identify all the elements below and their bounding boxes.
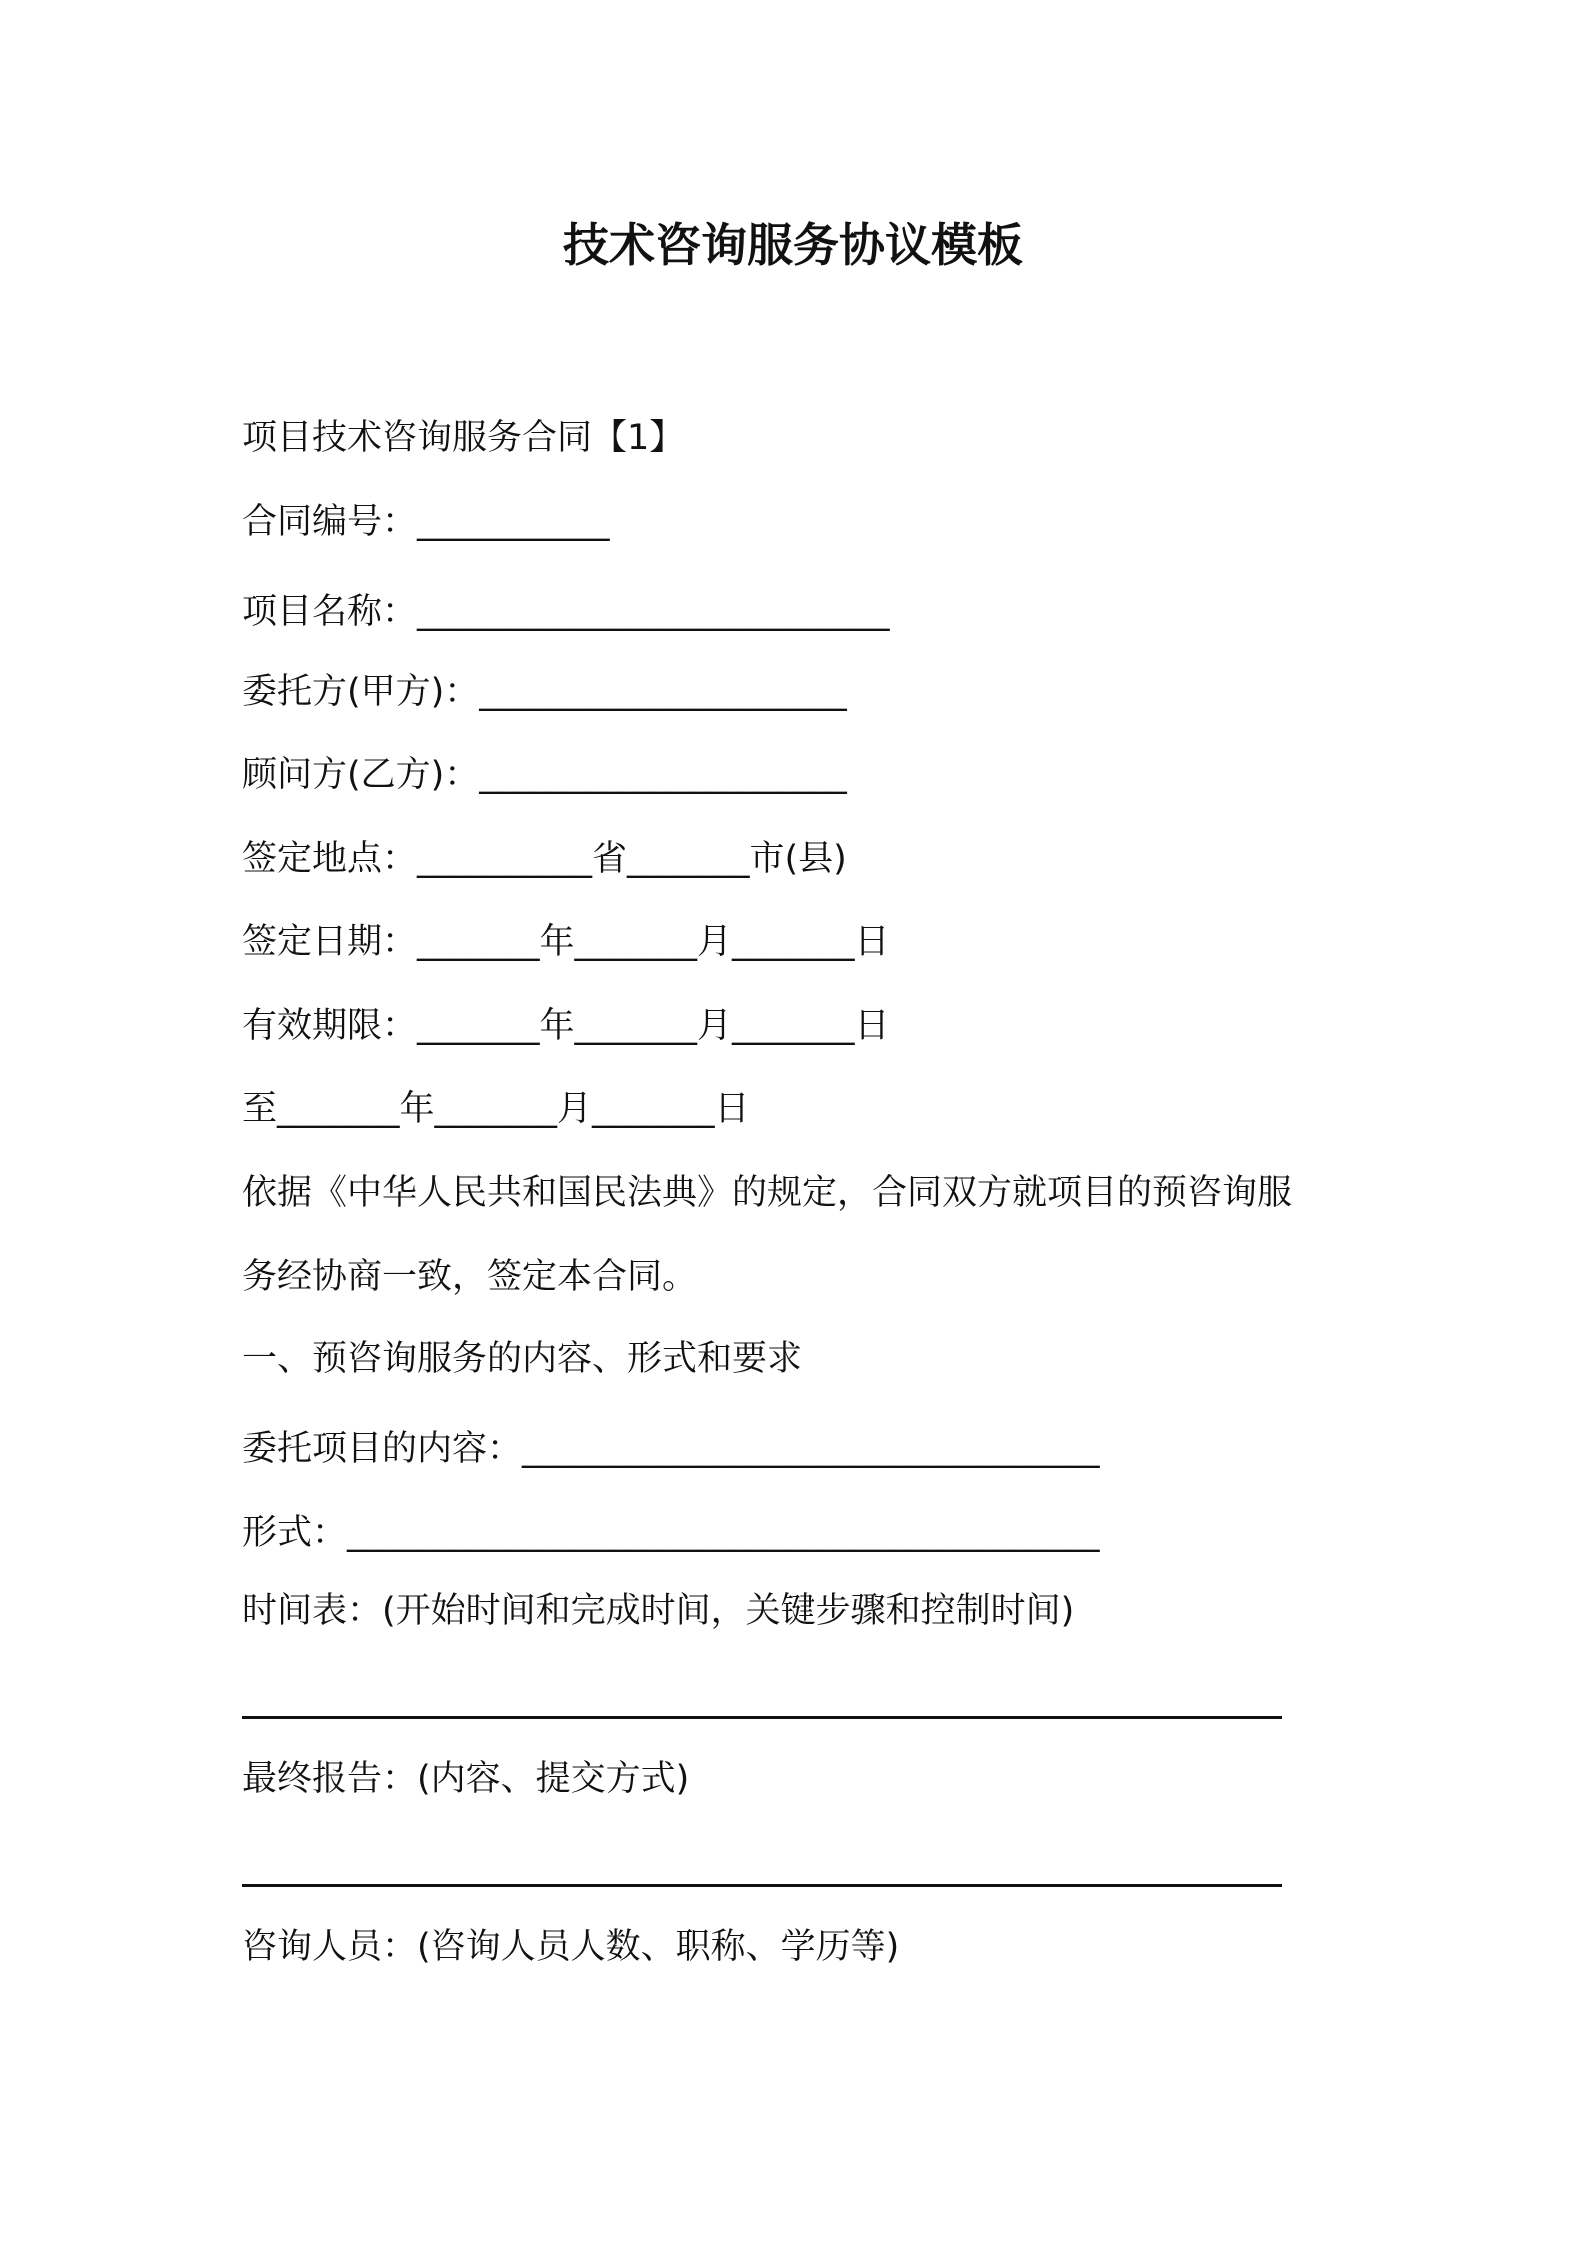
consultant-staff-field: 咨询人员：(咨询人员人数、职称、学历等): [242, 1927, 900, 1967]
validity-end-field: 至_______年_______月_______日: [242, 1089, 750, 1129]
signing-date-field: 签定日期：_______年_______月_______日: [242, 922, 890, 962]
section-heading-1: 一、预咨询服务的内容、形式和要求: [242, 1339, 803, 1379]
legal-basis-paragraph-line-2: 务经协商一致，签定本合同。: [242, 1257, 698, 1297]
contract-number-field: 合同编号：___________: [242, 502, 610, 542]
contract-heading: 项目技术咨询服务合同【1】: [242, 418, 685, 458]
validity-period-field: 有效期限：_______年_______月_______日: [242, 1006, 890, 1046]
page-title: 技术咨询服务协议模板: [563, 218, 1023, 272]
schedule-field: 时间表：(开始时间和完成时间，关键步骤和控制时间): [242, 1591, 1075, 1631]
consultant-party-field: 顾问方(乙方)：_____________________: [242, 755, 847, 795]
final-report-field: 最终报告：(内容、提交方式): [242, 1759, 690, 1799]
schedule-blank-line: [242, 1716, 1282, 1719]
entrusted-content-field: 委托项目的内容：_________________________________: [242, 1429, 1100, 1469]
client-party-field: 委托方(甲方)：_____________________: [242, 672, 847, 712]
final-report-blank-line: [242, 1884, 1282, 1887]
project-name-field: 项目名称：___________________________: [242, 592, 890, 632]
signing-place-field: 签定地点：__________省_______市(县): [242, 839, 847, 879]
form-field: 形式：___________________________________________: [242, 1513, 1100, 1553]
legal-basis-paragraph-line-1: 依据《中华人民共和国民法典》的规定，合同双方就项目的预咨询服: [242, 1173, 1293, 1213]
